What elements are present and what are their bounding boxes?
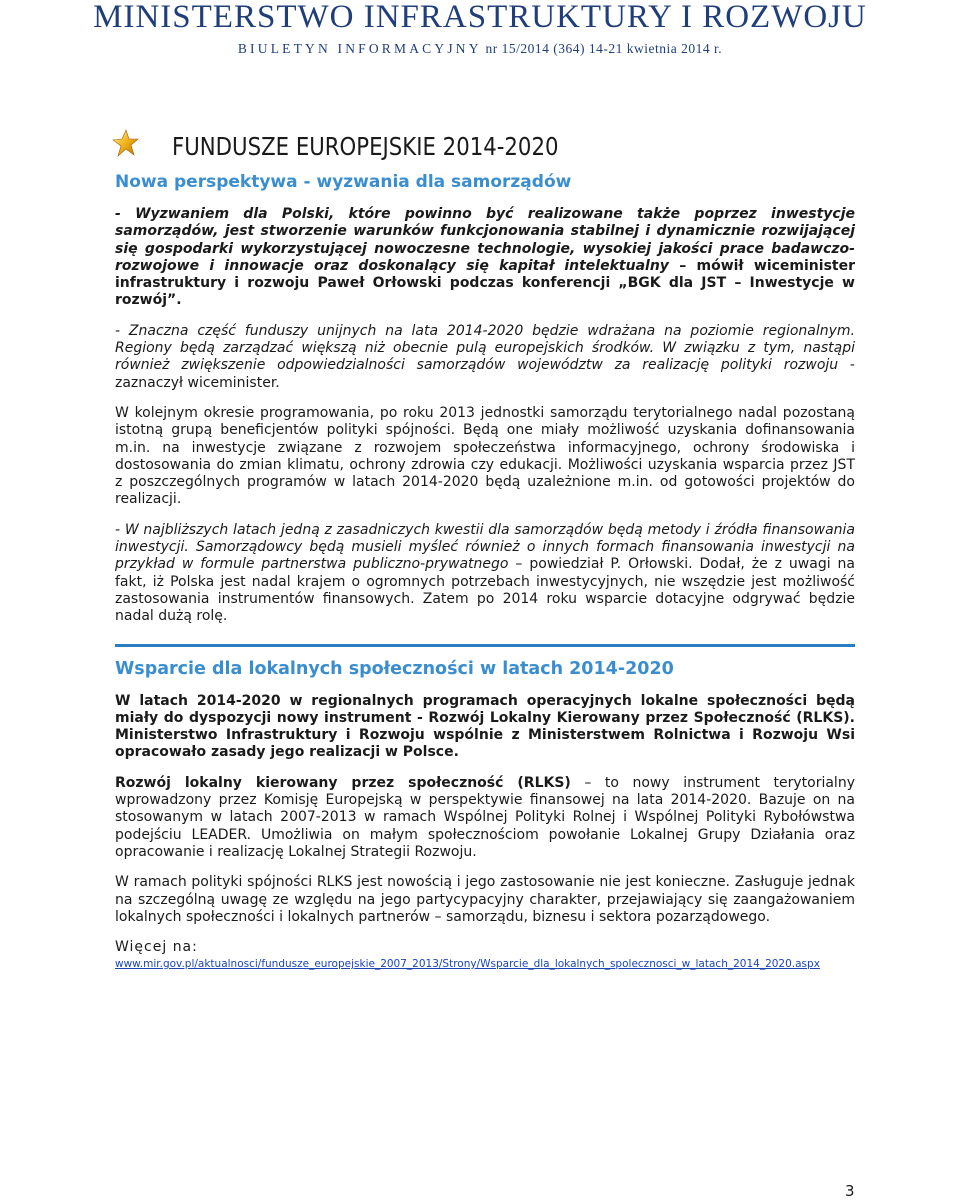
section-header <box>110 124 855 168</box>
masthead-title: MINISTERSTWO INFRASTRUKTURY I ROZWOJU <box>93 0 867 35</box>
quote-attribution: – powiedział P. Orłowski. Dodał, że z uwagi na fakt, iż Polska jest nadal krajem o ogromnych potrzebach inwestycyjnych, nie wszędzie jest możliwość zastosowania instrumentów finansowych. Zatem po 2014 roku wsparcie dotacyjne odgrywać będzie nadal dużą rolę. <box>115 556 855 625</box>
bulletin-issue: nr 15/2014 (364) 14-21 kwietnia 2014 r. <box>481 41 723 56</box>
article2-paragraph-2 <box>115 775 855 861</box>
section-divider <box>115 644 855 647</box>
quote-attribution: - zaznaczył wiceminister. <box>115 357 855 391</box>
star-icon <box>110 128 140 158</box>
article1-paragraph-3: W kolejnym okresie programowania, po roku 2013 jednostki samorządu terytorialnego nadal pozostaną istotną grupą beneficjentów polityki spójności. Będą one miały możliwość uzyskania dofinansowania m.in. na inwestycje związane z rozwojem społeczeństwa informacyjnego, ochrony środowiska i dostosowania do zmian klimatu, ochrony zdrowia czy edukacji. Możliwości uzyskania wsparcia przez JST z poszczególnych programów w latach 2014-2020 będą uzależnione m.in. od gotowości projektów do realizacji. <box>115 404 855 508</box>
article1-heading: Nowa perspektywa - wyzwania dla samorządów <box>115 172 572 192</box>
quote-text: - W najbliższych latach jedną z zasadniczych kwestii dla samorządów będą metody i źródła finansowania inwestycji. Samorządowcy będą musieli myśleć również o innych formach finansowania inwestycji na przykład w formule partnerstwa publiczno-prywatnego <box>115 521 855 573</box>
term-definition: Rozwój lokalny kierowany przez społeczność (RLKS) <box>115 774 571 791</box>
masthead <box>0 0 960 57</box>
definition-text: – to nowy instrument terytorialny wprowadzony przez Komisję Europejską w perspektywie finansowej na lata 2014-2020. Bazuje on na stosowanym w latach 2007-2013 w ramach Wspólnej Polityki Rolnej i Wspólnej Polityki Rybołówstwa podejściu LEADER. Umożliwia on małym społecznościom powołanie Lokalnej Grupy Działania oraz opracowanie i realizację Lokalnej Strategii Rozwoju. <box>115 774 855 860</box>
content <box>115 172 855 970</box>
article1-paragraph-4 <box>115 522 855 626</box>
more-label: Więcej na: <box>115 939 198 956</box>
more-link[interactable]: www.mir.gov.pl/aktualnosci/fundusze_europejskie_2007_2013/Strony/Wsparcie_dla_lokalnych_spolecznosci_w_latach_2014_2020.aspx <box>115 958 820 971</box>
article2-heading: Wsparcie dla lokalnych społeczności w latach 2014-2020 <box>115 658 674 679</box>
article1-paragraph-1 <box>115 206 855 310</box>
quote-text: - Znaczna część funduszy unijnych na lata 2014-2020 będzie wdrażana na poziomie regionalnym. Regiony będą zarządzać większą niż obecnie pulą europejskich środków. W związku z tym, nastąpi również zwiększenie odpowiedzialności samorządów województw za realizację polityki rozwoju <box>115 322 855 374</box>
article1-paragraph-2 <box>115 323 855 392</box>
article2-paragraph-3: W ramach polityki spójności RLKS jest nowością i jego zastosowanie nie jest konieczne. Zasługuje jednak na szczególną uwagę ze względu na jego partycypacyjny charakter, przejawiający się zaangażowaniem lokalnych społeczności i lokalnych partnerów – samorządu, biznesu i sektora pozarządowego. <box>115 874 855 925</box>
page-number: 3 <box>845 1182 855 1200</box>
bulletin-name: BIULETYN INFORMACYJNY <box>237 41 482 56</box>
section-title: FUNDUSZE EUROPEJSKIE 2014-2020 <box>172 132 559 161</box>
bulletin-line <box>0 41 960 57</box>
article2-lead: W latach 2014-2020 w regionalnych programach operacyjnych lokalne społeczności będą miały do dyspozycji nowy instrument - Rozwój Lokalny Kierowany przez Społeczność (RLKS). Ministerstwo Infrastruktury i Rozwoju wspólnie z Ministerstwem Rolnictwa i Rozwoju Wsi opracowało zasady jego realizacji w Polsce. <box>115 692 855 761</box>
quote-text: - Wyzwaniem dla Polski, które powinno być realizowane także poprzez inwestycje samorządów, jest stworzenie warunków funkcjonowania stabilnej i dynamicznie rozwijającej się gospodarki wykorzystującej nowoczesne technologie, wysokiej jakości prace badawczo-rozwojowe i innowacje oraz doskonalący się kapitał intelektualny <box>115 206 855 274</box>
quote-attribution: – mówił wiceminister infrastruktury i rozwoju Paweł Orłowski podczas konferencji „BGK dla JST – Inwestycje w rozwój”. <box>115 257 855 309</box>
